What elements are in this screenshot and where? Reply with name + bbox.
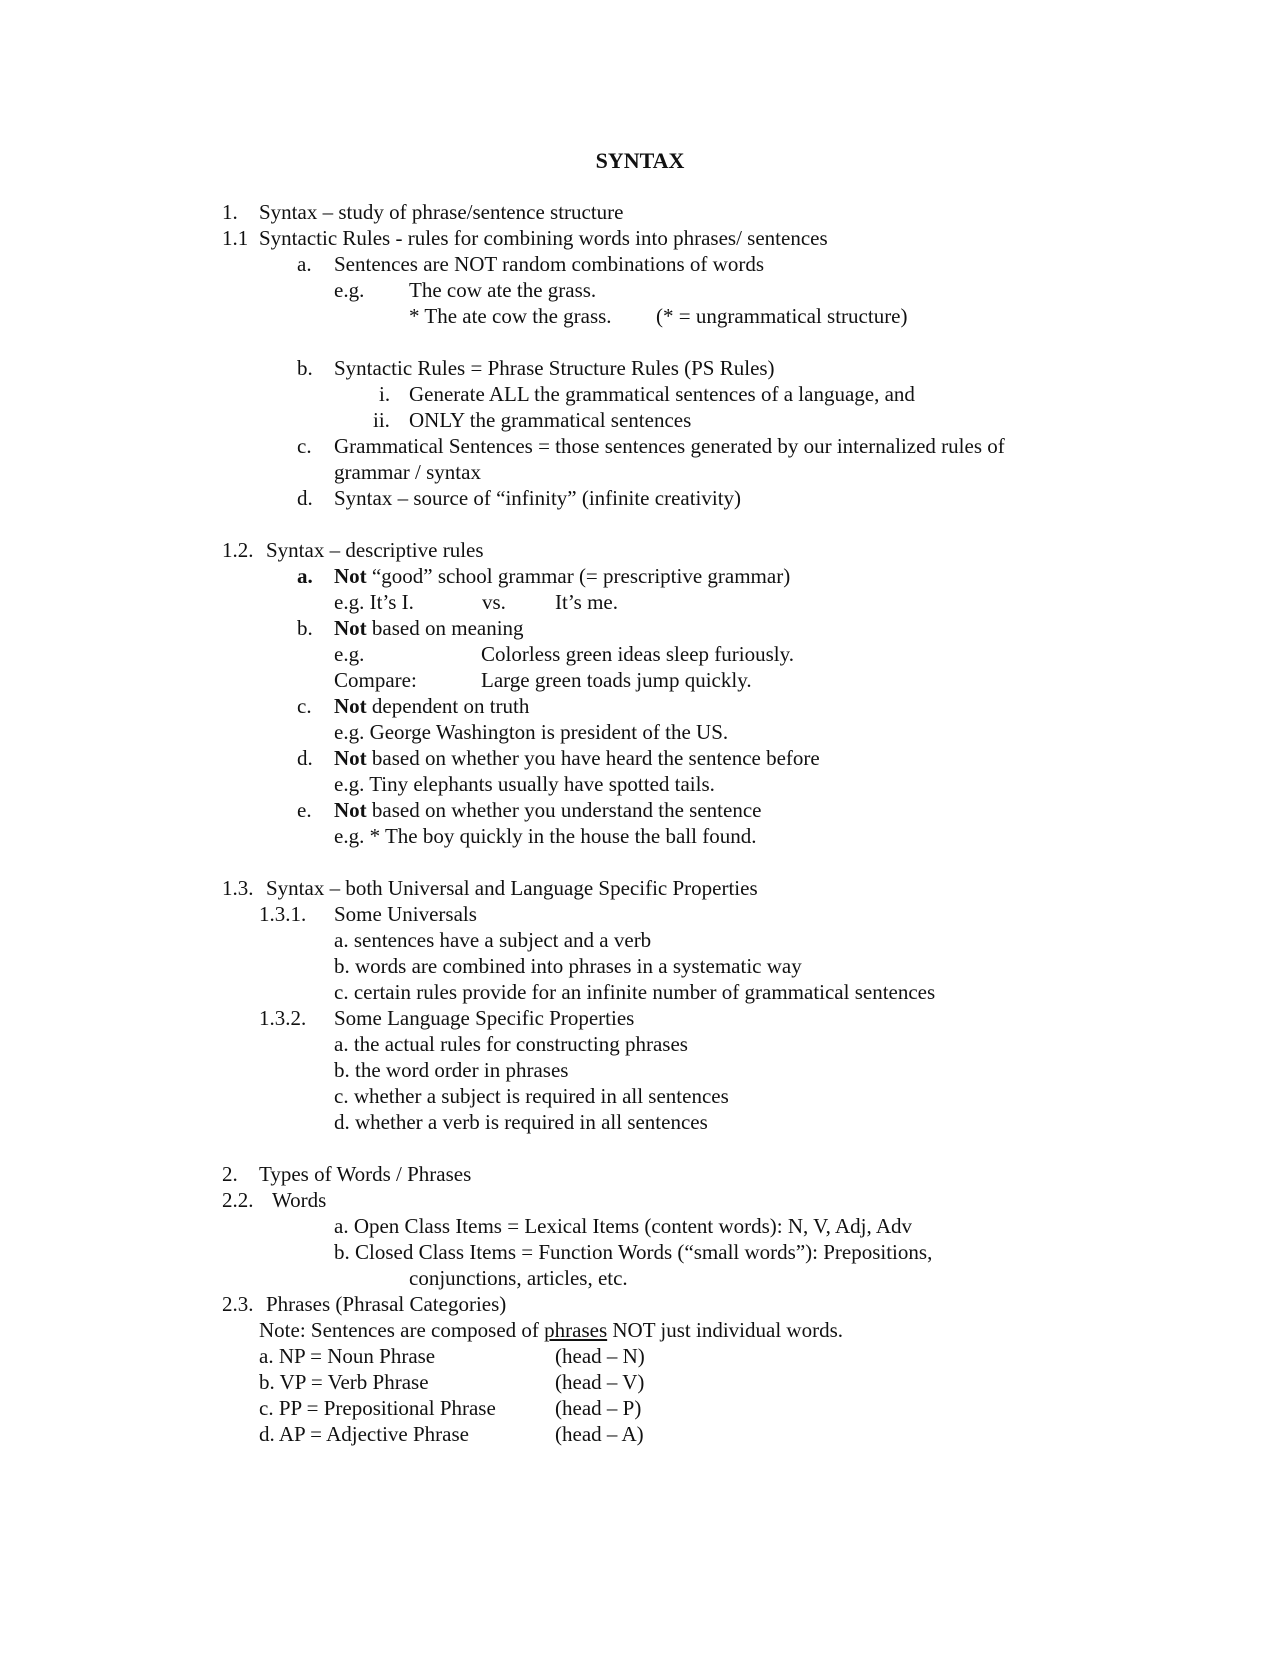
section-2-text: Types of Words / Phrases <box>259 1162 472 1186</box>
item-1-1-c-text-1: Grammatical Sentences = those sentences generated by our internalized rules of <box>334 434 1005 458</box>
section-1-3-text: Syntax – both Universal and Language Specific Properties <box>266 876 758 900</box>
item-1-2-b-text: Not based on meaning <box>334 616 524 640</box>
page-title: SYNTAX <box>595 148 685 173</box>
language-specific-item: c. whether a subject is required in all sentences <box>334 1084 729 1108</box>
phrase-row-name: d. AP = Adjective Phrase <box>259 1422 469 1446</box>
item-1-2-c-example: e.g. George Washington is president of the US. <box>334 720 729 744</box>
section-2-number: 2. <box>222 1162 238 1186</box>
item-1-2-e-example: e.g. * The boy quickly in the house the ball found. <box>334 824 757 848</box>
section-1-2-text: Syntax – descriptive rules <box>266 538 484 562</box>
section-2-2-text: Words <box>272 1188 327 1212</box>
phrase-row-name: a. NP = Noun Phrase <box>259 1344 436 1368</box>
item-1-1-b-label: b. <box>297 356 313 380</box>
language-specific-item: a. the actual rules for constructing phrases <box>334 1032 688 1056</box>
item-1-1-a-example-2: * The ate cow the grass. <box>409 304 612 328</box>
word-class-item-closed-cont: conjunctions, articles, etc. <box>409 1266 628 1290</box>
phrase-row-name: b. VP = Verb Phrase <box>259 1370 429 1394</box>
section-2-3-number: 2.3. <box>222 1292 254 1316</box>
phrase-row-head: (head – P) <box>555 1396 642 1420</box>
item-1-2-b-example-2: Large green toads jump quickly. <box>481 668 752 692</box>
phrase-row-head: (head – V) <box>555 1370 645 1394</box>
item-1-1-a-label: a. <box>297 252 312 276</box>
phrase-row-head: (head – N) <box>555 1344 645 1368</box>
item-1-1-b-text: Syntactic Rules = Phrase Structure Rules (PS Rules) <box>334 356 775 380</box>
item-1-2-e-text: Not based on whether you understand the sentence <box>334 798 762 822</box>
item-1-2-b-label: b. <box>297 616 313 640</box>
phrases-note: Note: Sentences are composed of phrases NOT just individual words. <box>259 1318 844 1342</box>
word-class-item-open: a. Open Class Items = Lexical Items (content words): N, V, Adj, Adv <box>334 1214 912 1238</box>
item-1-2-a-text: Not “good” school grammar (= prescriptive grammar) <box>334 564 791 588</box>
section-1-number: 1. <box>222 200 238 224</box>
item-1-1-c-label: c. <box>297 434 312 458</box>
section-1-3-1-text: Some Universals <box>334 902 477 926</box>
phrase-row-name: c. PP = Prepositional Phrase <box>259 1396 496 1420</box>
word-class-item-closed: b. Closed Class Items = Function Words (“small words”): Prepositions, <box>334 1240 933 1264</box>
item-1-2-a-label: a. <box>297 564 313 588</box>
section-2-2-number: 2.2. <box>222 1188 254 1212</box>
item-1-2-a-example-2: It’s me. <box>555 590 618 614</box>
item-1-1-a-eg: e.g. <box>334 278 365 302</box>
item-1-1-c-text-2: grammar / syntax <box>334 460 481 484</box>
item-1-2-e-label: e. <box>297 798 312 822</box>
section-1-2-number: 1.2. <box>222 538 254 562</box>
item-1-1-d-text: Syntax – source of “infinity” (infinite creativity) <box>334 486 742 510</box>
universal-item: a. sentences have a subject and a verb <box>334 928 652 952</box>
universal-item: b. words are combined into phrases in a systematic way <box>334 954 802 978</box>
item-1-1-b-ii-text: ONLY the grammatical sentences <box>409 408 692 432</box>
item-1-2-a-vs: vs. <box>482 590 506 614</box>
item-1-2-b-example-1: Colorless green ideas sleep furiously. <box>481 642 794 666</box>
section-1-3-2-number: 1.3.2. <box>259 1006 307 1030</box>
section-1-3-2-text: Some Language Specific Properties <box>334 1006 635 1030</box>
item-1-2-d-text: Not based on whether you have heard the sentence before <box>334 746 820 770</box>
item-1-1-b-i-label: i. <box>379 382 391 406</box>
universal-item: c. certain rules provide for an infinite number of grammatical sentences <box>334 980 936 1004</box>
item-1-1-a-note: (* = ungrammatical structure) <box>656 304 908 328</box>
item-1-1-d-label: d. <box>297 486 313 510</box>
item-1-2-d-label: d. <box>297 746 313 770</box>
phrase-row-head: (head – A) <box>555 1422 644 1446</box>
item-1-1-b-i-text: Generate ALL the grammatical sentences of a language, and <box>409 382 915 406</box>
item-1-2-c-label: c. <box>297 694 312 718</box>
section-1-3-1-number: 1.3.1. <box>259 902 307 926</box>
language-specific-item: d. whether a verb is required in all sentences <box>334 1110 708 1134</box>
item-1-2-c-text: Not dependent on truth <box>334 694 530 718</box>
section-1-1-number: 1.1 <box>222 226 249 250</box>
item-1-2-d-example: e.g. Tiny elephants usually have spotted tails. <box>334 772 715 796</box>
item-1-2-b-eg: e.g. <box>334 642 365 666</box>
item-1-1-a-example-1: The cow ate the grass. <box>409 278 597 302</box>
item-1-1-a-text: Sentences are NOT random combinations of words <box>334 252 765 276</box>
item-1-2-a-example-1: e.g. It’s I. <box>334 590 414 614</box>
section-1-text: Syntax – study of phrase/sentence structure <box>259 200 624 224</box>
section-2-3-text: Phrases (Phrasal Categories) <box>266 1292 507 1316</box>
section-1-3-number: 1.3. <box>222 876 254 900</box>
section-1-1-text: Syntactic Rules - rules for combining words into phrases/ sentences <box>259 226 828 250</box>
language-specific-item: b. the word order in phrases <box>334 1058 569 1082</box>
item-1-2-b-compare: Compare: <box>334 668 417 692</box>
item-1-1-b-ii-label: ii. <box>373 408 390 432</box>
